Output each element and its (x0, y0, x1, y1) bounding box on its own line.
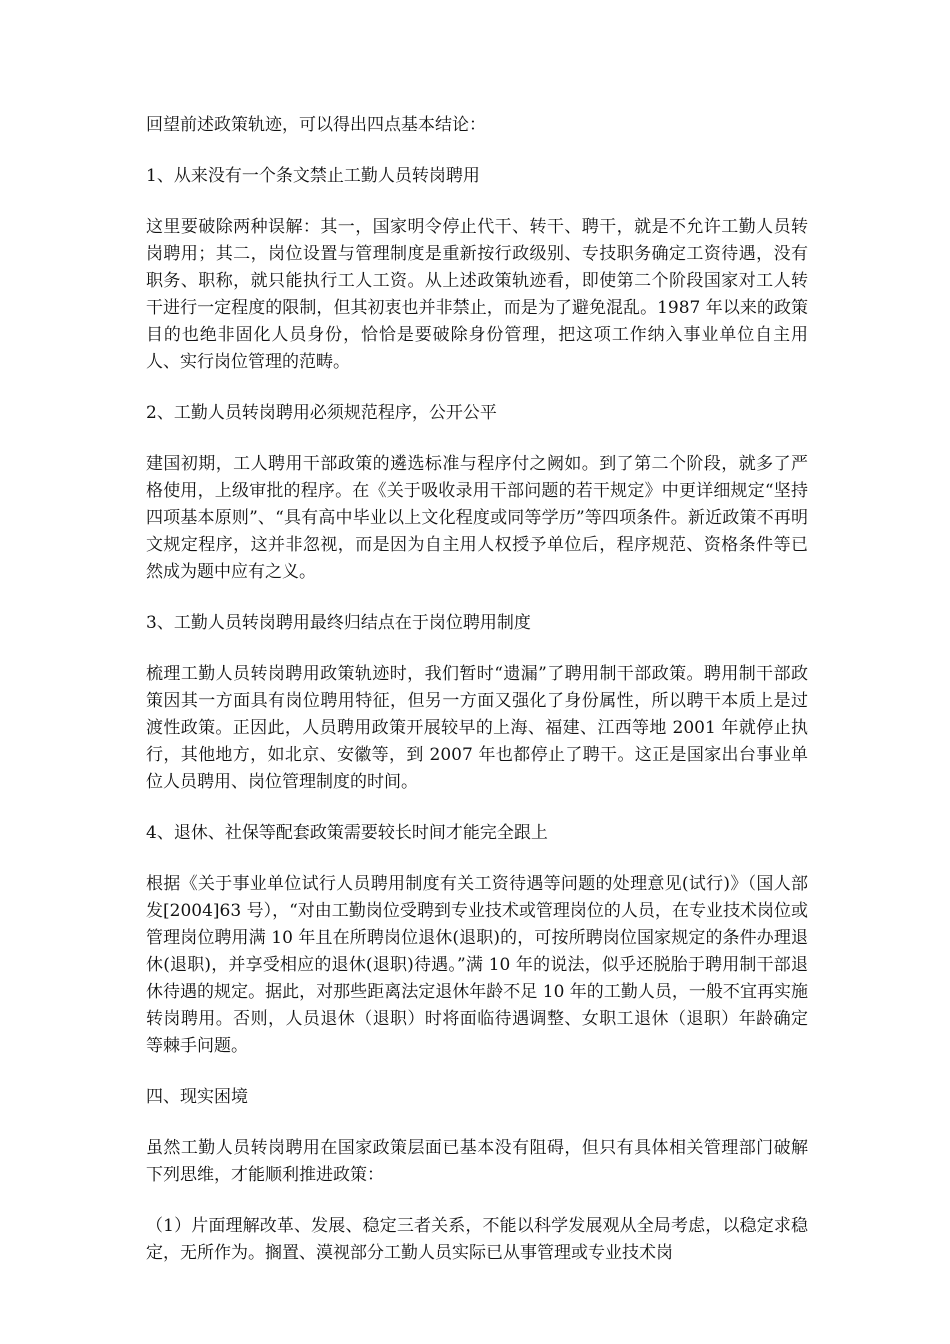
dilemma-item-1: （1）片面理解改革、发展、稳定三者关系，不能以科学发展观从全局考虑，以稳定求稳定，无所作为。搁置、漠视部分工勤人员实际已从事管理或专业技术岗 (146, 1216, 808, 1263)
conclusion-heading-2: 2、工勤人员转岗聘用必须规范程序，公开公平 (146, 403, 497, 423)
document-page (146, 112, 808, 1267)
conclusion-paragraph-2: 建国初期，工人聘用干部政策的遴选标准与程序付之阙如。到了第二个阶段，就多了严格使用，上级审批的程序。在《关于吸收录用干部问题的若干规定》中更详细规定“坚持四项基本原则”、“具有高中毕业以上文化程度或同等学历”等四项条件。新近政策不再明文规定程序，这并非忽视，而是因为自主用人权授予单位后，程序规范、资格条件等已然成为题中应有之义。 (146, 454, 808, 582)
conclusion-paragraph-4: 根据《关于事业单位试行人员聘用制度有关工资待遇等问题的处理意见(试行)》（国人部发[2004]63 号），“对由工勤岗位受聘到专业技术或管理岗位的人员，在专业技术岗位或管理岗位聘用满 10 年且在所聘岗位退休(退职)的，可按所聘岗位国家规定的条件办理退休(退职)，并享受相应的退休(退职)待遇。”满 10 年的说法，似乎还脱胎于聘用制干部退休待遇的规定。据此，对那些距离法定退休年龄不足 10 年的工勤人员，一般不宜再实施转岗聘用。否则，人员退休（退职）时将面临待遇调整、女职工退休（退职）年龄确定等棘手问题。 (146, 874, 808, 1056)
dilemma-paragraph: 虽然工勤人员转岗聘用在国家政策层面已基本没有阻碍，但只有具体相关管理部门破解下列思维，才能顺利推进政策： (146, 1138, 808, 1185)
conclusion-heading-1: 1、从来没有一个条文禁止工勤人员转岗聘用 (146, 166, 480, 186)
conclusion-heading-3: 3、工勤人员转岗聘用最终归结点在于岗位聘用制度 (146, 613, 531, 633)
conclusion-heading-4: 4、退休、社保等配套政策需要较长时间才能完全跟上 (146, 823, 548, 843)
section-heading-dilemma: 四、现实困境 (146, 1087, 248, 1107)
conclusion-paragraph-3: 梳理工勤人员转岗聘用政策轨迹时，我们暂时“遗漏”了聘用制干部政策。聘用制干部政策因其一方面具有岗位聘用特征，但另一方面又强化了身份属性，所以聘干本质上是过渡性政策。正因此，人员聘用政策开展较早的上海、福建、江西等地 2001 年就停止执行，其他地方，如北京、安徽等，到 2007 年也都停止了聘干。这正是国家出台事业单位人员聘用、岗位管理制度的时间。 (146, 664, 808, 792)
intro-paragraph: 回望前述政策轨迹，可以得出四点基本结论： (146, 115, 486, 135)
conclusion-paragraph-1: 这里要破除两种误解：其一，国家明令停止代干、转干、聘干，就是不允许工勤人员转岗聘用；其二，岗位设置与管理制度是重新按行政级别、专技职务确定工资待遇，没有职务、职称，就只能执行工人工资。从上述政策轨迹看，即使第二个阶段国家对工人转干进行一定程度的限制，但其初衷也并非禁止，而是为了避免混乱。1987 年以来的政策目的也绝非固化人员身份，恰恰是要破除身份管理，把这项工作纳入事业单位自主用人、实行岗位管理的范畴。 (146, 217, 808, 372)
